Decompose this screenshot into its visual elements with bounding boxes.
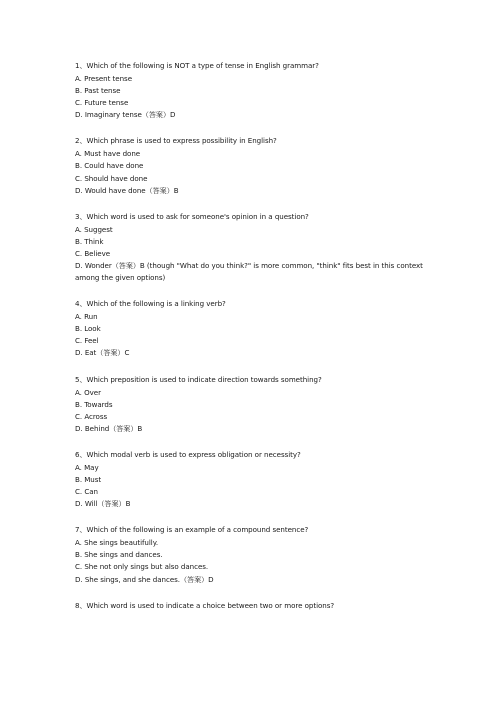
- option-d-with-answer: D. She sings, and she dances.（答案）D: [75, 574, 214, 584]
- option-b: B. Look: [75, 324, 101, 334]
- option-c: C. Should have done: [75, 173, 148, 183]
- option-d-with-answer: D. Behind（答案）B: [75, 423, 143, 433]
- option-b: B. Towards: [75, 399, 113, 409]
- option-d-with-answer: D. Imaginary tense（答案）D: [75, 110, 176, 120]
- option-a: A. Suggest: [75, 224, 113, 234]
- option-a: A. May: [75, 462, 99, 472]
- option-c: C. Believe: [75, 248, 111, 258]
- question-7: [75, 524, 445, 585]
- option-d-with-answer: D. Would have done（答案）B: [75, 185, 179, 195]
- option-d-with-answer: D. Eat（答案）C: [75, 348, 130, 358]
- question-text: 8、Which word is used to indicate a choice between two or more options?: [75, 600, 335, 610]
- option-c: C. Across: [75, 411, 108, 421]
- option-b: B. She sings and dances.: [75, 550, 163, 560]
- option-b: B. Past tense: [75, 86, 121, 96]
- question-text: 5、Which preposition is used to indicate direction towards something?: [75, 374, 322, 384]
- option-c: C. Future tense: [75, 98, 129, 108]
- option-b: B. Think: [75, 236, 104, 246]
- option-d-with-answer: D. Wonder（答案）B (though "What do you think?" is more common, "think" fits best in this context among the given options): [75, 260, 423, 283]
- option-b: B. Must: [75, 474, 102, 484]
- option-d-with-answer: D. Will（答案）B: [75, 499, 131, 509]
- option-c: C. She not only sings but also dances.: [75, 562, 209, 572]
- option-b: B. Could have done: [75, 161, 144, 171]
- document-page: [75, 60, 445, 626]
- question-1: [75, 60, 445, 121]
- question-3: [75, 211, 445, 284]
- question-5: [75, 374, 445, 435]
- question-text: 7、Which of the following is an example of a compound sentence?: [75, 525, 309, 535]
- question-2: [75, 135, 445, 196]
- question-text: 1、Which of the following is NOT a type of tense in English grammar?: [75, 61, 319, 70]
- question-text: 2、Which phrase is used to express possibility in English?: [75, 136, 277, 146]
- option-a: A. Over: [75, 387, 101, 397]
- question-8: [75, 600, 445, 612]
- question-text: 3、Which word is used to ask for someone's opinion in a question?: [75, 211, 309, 221]
- option-c: C. Feel: [75, 336, 99, 346]
- question-6: [75, 449, 445, 510]
- option-c: C. Can: [75, 487, 98, 497]
- question-text: 6、Which modal verb is used to express obligation or necessity?: [75, 449, 301, 459]
- option-a: A. She sings beautifully.: [75, 538, 159, 548]
- option-a: A. Run: [75, 312, 98, 322]
- question-text: 4、Which of the following is a linking verb?: [75, 299, 226, 309]
- question-4: [75, 298, 445, 359]
- option-a: A. Present tense: [75, 73, 133, 83]
- option-a: A. Must have done: [75, 149, 141, 159]
